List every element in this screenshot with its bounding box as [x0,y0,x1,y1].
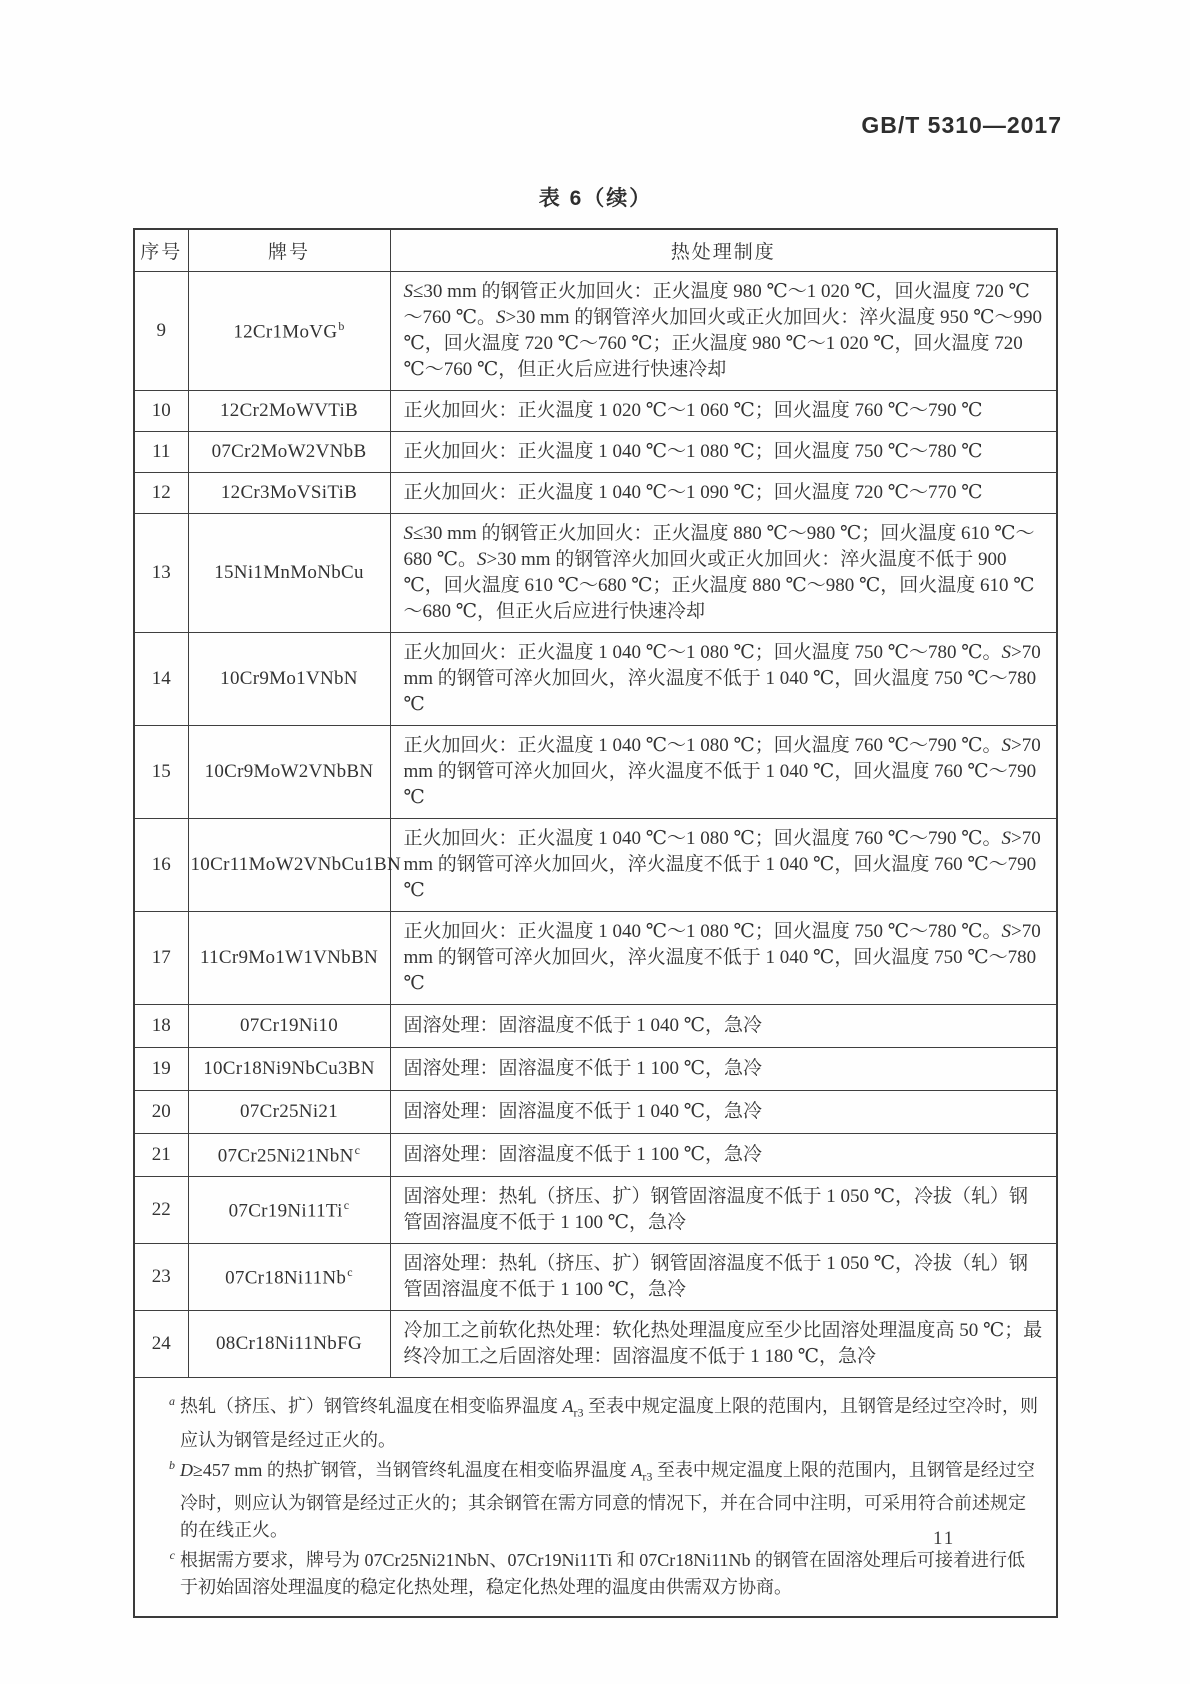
grade-name: 12Cr3MoVSiTiB [220,482,358,503]
text-segment: 至表中规定温度上限的范围内，且钢管是经过空冷时，则应认为钢管是经过正火的。 [180,1396,1038,1450]
treatment-cell [390,726,1057,819]
table-row [134,514,1057,633]
text-segment: r3 [642,1469,653,1484]
treatment-cell [390,1244,1057,1311]
treatment-text [404,279,1045,383]
text-segment: 正火加回火：正火温度 1 040 ℃～1 080 ℃；回火温度 760 ℃～790 ℃。 [403,828,1002,849]
seq-cell: 10 [134,391,188,432]
text-segment: 正火加回火：正火温度 1 020 ℃～1 060 ℃；回火温度 760 ℃～790 ℃ [403,400,983,421]
text-segment: 至表中规定温度上限的范围内，且钢管是经过空冷时，则应认为钢管是经过正火的；其余钢管在需方同意的情况下，并在合同中注明，可采用符合前述规定的在线正火。 [180,1459,1035,1541]
treatment-cell [390,514,1057,633]
footnote-item [157,1547,1038,1601]
column-header-grade: 牌号 [188,229,390,272]
table-row [134,473,1057,514]
treatment-text [404,1318,1045,1370]
column-header-treatment: 热处理制度 [390,229,1057,272]
treatment-text [404,1251,1045,1303]
grade-name: 11Cr9Mo1W1VNbBN [200,947,378,968]
seq-cell: 17 [134,912,188,1005]
treatment-cell [390,1091,1057,1134]
table-row [134,1244,1057,1311]
grade-cell [188,391,390,432]
text-segment: 固溶处理：固溶温度不低于 1 040 ℃，急冷 [403,1101,763,1122]
grade-cell [188,1091,390,1134]
text-segment: D [180,1459,193,1480]
grade-name: 15Ni1MnMoNbCu [214,562,364,583]
seq-cell: 18 [134,1005,188,1048]
text-segment: 正火加回火：正火温度 1 040 ℃～1 080 ℃；回火温度 750 ℃～780 ℃ [403,441,983,462]
seq-cell: 13 [134,514,188,633]
footnote-row [134,1378,1057,1618]
seq-cell: 23 [134,1244,188,1311]
text-segment: >70 mm 的钢管可淬火加回火，淬火温度不低于 1 040 ℃，回火温度 750 ℃～780 ℃ [403,921,1041,994]
grade-cell [188,726,390,819]
table-row [134,819,1057,912]
table-row [134,1311,1057,1378]
grade-name: 07Cr18Ni11Nb [225,1267,347,1289]
grade-name: 07Cr25Ni21NbN [217,1145,354,1167]
page-number: 11 [933,1528,956,1549]
grade-cell [188,1134,390,1177]
treatment-text [404,640,1045,718]
seq-cell: 12 [134,473,188,514]
text-segment: 正火加回火：正火温度 1 040 ℃～1 080 ℃；回火温度 760 ℃～790 ℃。 [403,735,1002,756]
text-segment: r3 [573,1405,584,1420]
column-header-seq: 序号 [134,229,188,272]
grade-cell [188,272,390,391]
table-row [134,272,1057,391]
treatment-cell [390,1311,1057,1378]
footnote-text [180,1547,1038,1601]
grade-cell [188,1244,390,1311]
grade-name: 10Cr11MoW2VNbCu1BN [190,854,402,875]
treatment-text [404,1055,1045,1083]
grade-cell [188,912,390,1005]
text-segment: >70 mm 的钢管可淬火加回火，淬火温度不低于 1 040 ℃，回火温度 750 ℃～780 ℃ [403,642,1041,715]
treatment-text [404,919,1045,997]
text-segment: ≥457 mm 的热扩钢管，当钢管终轧温度在相变临界温度 [193,1459,632,1480]
text-segment: 固溶处理：热轧（挤压、扩）钢管固溶温度不低于 1 050 ℃，冷拔（轧）钢管固溶温度不低于 1 100 ℃，急冷 [403,1253,1029,1300]
table-row [134,1177,1057,1244]
table-row [134,1134,1057,1177]
treatment-cell [390,473,1057,514]
text-segment: S [477,549,487,570]
treatment-text [404,398,1045,424]
text-segment: S [1001,921,1012,942]
grade-cell [188,473,390,514]
seq-cell: 9 [134,272,188,391]
grade-name: 07Cr19Ni10 [240,1015,338,1036]
footnote-text [180,1393,1038,1454]
grade-footnote-marker: c [347,1264,353,1279]
treatment-text [404,733,1045,811]
table-row [134,1091,1057,1134]
grade-name: 07Cr2MoW2VNbB [211,441,367,462]
text-segment: 固溶处理：固溶温度不低于 1 100 ℃，急冷 [403,1144,763,1165]
treatment-cell [390,1134,1057,1177]
grade-cell [188,1311,390,1378]
text-segment: 正火加回火：正火温度 1 040 ℃～1 080 ℃；回火温度 750 ℃～780 ℃。 [403,921,1002,942]
treatment-cell [390,633,1057,726]
table-row [134,391,1057,432]
table-header [134,229,1057,272]
text-segment: ≤30 mm 的钢管正火加回火：正火温度 980 ℃～1 020 ℃，回火温度 720 ℃～760 ℃。 [403,281,1030,328]
seq-cell: 21 [134,1134,188,1177]
treatment-cell [390,912,1057,1005]
treatment-text [404,1098,1045,1126]
grade-footnote-marker: c [354,1142,361,1157]
grade-cell [188,1048,390,1091]
text-segment: 冷加工之前软化热处理：软化热处理温度应至少比固溶处理温度高 50 ℃；最终冷加工之后固溶处理：固溶温度不低于 1 180 ℃，急冷 [403,1320,1043,1367]
text-segment: >30 mm 的钢管淬火加回火或正火加回火：淬火温度不低于 900 ℃，回火温度 610 ℃～680 ℃；正火温度 880 ℃～980 ℃，回火温度 610 ℃～680 ℃，但正火后应进行快速冷却 [403,549,1035,622]
seq-cell: 11 [134,432,188,473]
text-segment: A [562,1396,574,1416]
treatment-cell [390,391,1057,432]
table-row [134,1005,1057,1048]
treatment-text [404,439,1045,465]
footnote-text [180,1457,1038,1545]
text-segment: >70 mm 的钢管可淬火加回火，淬火温度不低于 1 040 ℃，回火温度 760 ℃～790 ℃ [403,828,1041,901]
text-segment: S [1001,828,1012,849]
table-title: 表 6（续） [538,187,653,210]
footnote-marker: b [169,1457,175,1472]
header-row [134,229,1057,272]
table-row [134,1048,1057,1091]
table-row [134,726,1057,819]
footnote-item [157,1457,1038,1545]
treatment-text [404,1012,1045,1040]
grade-cell [188,1005,390,1048]
grade-name: 12Cr1MoVG [233,321,338,343]
seq-cell: 16 [134,819,188,912]
grade-cell [188,819,402,912]
grade-cell [188,432,390,473]
grade-cell [188,514,390,633]
text-segment: ≤30 mm 的钢管正火加回火：正火温度 880 ℃～980 ℃；回火温度 610 ℃～680 ℃。 [403,523,1035,570]
text-segment: 固溶处理：固溶温度不低于 1 040 ℃，急冷 [403,1015,763,1036]
grade-name: 08Cr18Ni11NbFG [215,1333,362,1354]
treatment-cell [390,819,1057,912]
treatment-cell [390,1048,1057,1091]
treatment-text [404,480,1045,506]
table-row [134,912,1057,1005]
table-row [134,432,1057,473]
grade-name: 07Cr19Ni11Ti [228,1200,343,1222]
seq-cell: 20 [134,1091,188,1134]
treatment-text [404,521,1045,625]
text-segment: >30 mm 的钢管淬火加回火或正火加回火：淬火温度 950 ℃～990 ℃，回火温度 720 ℃～760 ℃；正火温度 980 ℃～1 020 ℃，回火温度 720 ℃～760 ℃，但正火后应进行快速冷却 [403,307,1043,380]
text-segment: 热轧（挤压、扩）钢管终轧温度在相变临界温度 [180,1396,563,1416]
seq-cell: 15 [134,726,188,819]
table-row [134,633,1057,726]
text-segment: S [1001,735,1012,756]
seq-cell: 14 [134,633,188,726]
grade-cell [188,1177,390,1244]
footnote-marker: c [169,1548,175,1563]
treatment-cell [390,1177,1057,1244]
text-segment: 正火加回火：正火温度 1 040 ℃～1 090 ℃；回火温度 720 ℃～770 ℃ [403,482,983,503]
footnote-item [157,1393,1038,1454]
footnotes-cell [134,1378,1057,1618]
text-segment: S [496,307,506,328]
grade-footnote-marker: c [343,1197,350,1212]
text-segment: S [1001,642,1012,663]
table-body [134,272,1057,1378]
text-segment: >70 mm 的钢管可淬火加回火，淬火温度不低于 1 040 ℃，回火温度 760 ℃～790 ℃ [403,735,1041,808]
grade-name: 12Cr2MoWVTiB [219,400,359,421]
seq-cell: 19 [134,1048,188,1091]
grade-name: 10Cr9Mo1VNbN [220,668,358,689]
seq-cell: 24 [134,1311,188,1378]
seq-cell: 22 [134,1177,188,1244]
grade-footnote-marker: b [338,318,345,333]
treatment-text [404,826,1045,904]
treatment-text [404,1184,1045,1236]
text-segment: 根据需方要求，牌号为 07Cr25Ni21NbN、07Cr19Ni11Ti 和 07Cr18Ni11Nb 的钢管在固溶处理后可接着进行低于初始固溶处理温度的稳定化热处理，稳定化热处理的温度由供需双方协商。 [180,1550,1026,1598]
grade-name: 10Cr9MoW2VNbBN [204,761,374,782]
text-segment: 固溶处理：固溶温度不低于 1 100 ℃，急冷 [403,1058,763,1079]
treatment-cell [390,272,1057,391]
text-segment: A [631,1459,643,1480]
text-segment: S [403,281,413,302]
treatment-cell [390,432,1057,473]
footnote-marker: a [169,1394,175,1408]
standard-number: GB/T 5310—2017 [861,112,1062,138]
text-segment: 固溶处理：热轧（挤压、扩）钢管固溶温度不低于 1 050 ℃，冷拔（轧）钢管固溶温度不低于 1 100 ℃，急冷 [403,1186,1029,1233]
heat-treatment-table [133,228,1058,1618]
table-footnotes-section [134,1378,1057,1618]
grade-cell [188,633,390,726]
treatment-text [404,1141,1045,1169]
text-segment: S [403,523,413,544]
grade-name: 07Cr25Ni21 [240,1101,338,1122]
text-segment: 正火加回火：正火温度 1 040 ℃～1 080 ℃；回火温度 750 ℃～780 ℃。 [403,642,1002,663]
grade-name: 10Cr18Ni9NbCu3BN [203,1058,375,1079]
treatment-cell [390,1005,1057,1048]
